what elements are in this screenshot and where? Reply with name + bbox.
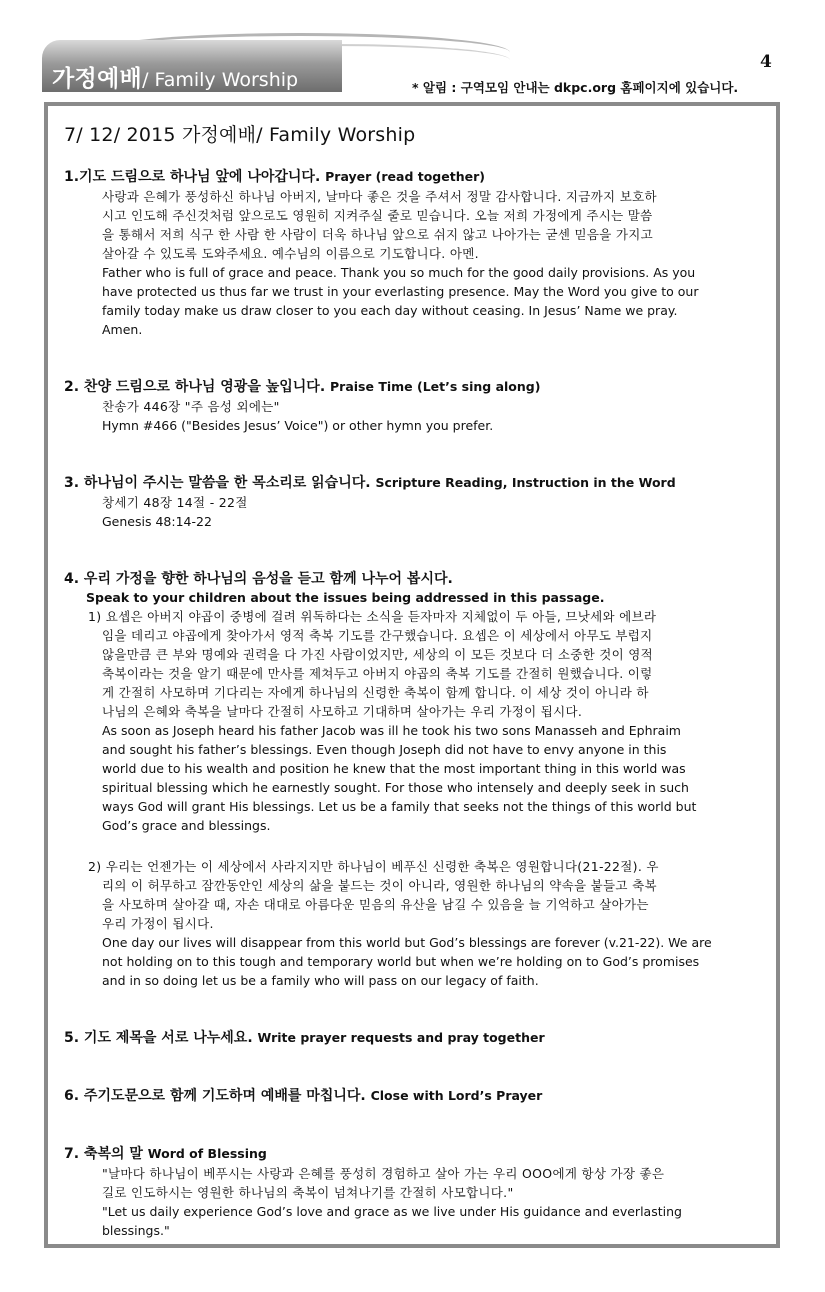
- text-line: 길로 인도하시는 영원한 하나님의 축복이 넘쳐나기를 간절히 사모합니다.": [102, 1185, 514, 1200]
- text-line: blessings.": [102, 1223, 170, 1238]
- text-line: world due to his wealth and position he knew that the most important thing in this world was: [102, 761, 686, 776]
- heading-ko: 1.기도 드림으로 하나님 앞에 나아갑니다.: [64, 169, 321, 185]
- text-line: Genesis 48:14-22: [102, 514, 212, 529]
- text-line: 창세기 48장 14절 - 22절: [102, 495, 248, 510]
- text-line: 시고 인도해 주신것처럼 앞으로도 영원히 지켜주실 줄로 믿습니다. 오늘 저희 가정에게 주시는 말씀: [102, 208, 653, 223]
- text-line: "날마다 하나님이 베푸시는 사랑과 은혜를 풍성히 경험하고 살아 가는 우리 OOO에게 항상 가장 좋은: [102, 1166, 665, 1181]
- text-line: 리의 이 허무하고 잠깐동안인 세상의 삶을 붙드는 것이 아니라, 영원한 하나님의 약속을 붙들고 축복: [102, 878, 657, 893]
- text-line: 을 통해서 저희 식구 한 사람 한 사람이 더욱 하나님 앞으로 쉬지 않고 나아가는 굳센 믿음을 가지고: [102, 227, 654, 242]
- section-heading: [64, 1028, 764, 1048]
- blessing-text: [102, 1164, 764, 1240]
- text-line: and sought his father’s blessings. Even though Joseph did not have to envy anyone in this: [102, 742, 667, 757]
- heading-en: Praise Time (Let’s sing along): [330, 379, 541, 394]
- section-subheading: Speak to your children about the issues being addressed in this passage.: [86, 590, 605, 605]
- discussion-item-1-en: [88, 721, 764, 835]
- text-line: and in so doing let us be a family who will pass on our legacy of faith.: [102, 973, 539, 988]
- banner-title-ko: 가정예배: [52, 66, 143, 92]
- heading-ko: 2. 찬양 드림으로 하나님 영광을 높입니다.: [64, 379, 326, 395]
- section-lords-prayer: [64, 1086, 764, 1106]
- heading-en: Write prayer requests and pray together: [257, 1030, 545, 1045]
- text-line: One day our lives will disappear from this world but God’s blessings are forever (v.21-22). We are: [102, 935, 712, 950]
- notice-text: * 알림 : 구역모임 안내는 dkpc.org 홈페이지에 있습니다.: [412, 80, 739, 95]
- document-title: 7/ 12/ 2015 가정예배/ Family Worship: [64, 124, 416, 146]
- text-line: As soon as Joseph heard his father Jacob was ill he took his two sons Manasseh and Ephraim: [102, 723, 681, 738]
- text-line: 우리 가정이 됩시다.: [102, 916, 214, 931]
- section-heading: [64, 473, 764, 493]
- heading-en: Close with Lord’s Prayer: [370, 1088, 543, 1103]
- section-heading: [64, 167, 764, 187]
- text-line: Amen.: [102, 322, 143, 337]
- text-line: spiritual blessing which he earnestly sought. For those who intensely and deeply seek in such: [102, 780, 689, 795]
- section-heading: 4. 우리 가정을 향한 하나님의 음성을 듣고 함께 나누어 봅시다.: [64, 571, 453, 587]
- text-line: 않을만큼 큰 부와 명예와 권력을 다 가진 사람이었지만, 세상의 이 모든 것보다 더 소중한 것이 영적: [102, 647, 654, 662]
- text-line: Hymn #466 ("Besides Jesus’ Voice") or other hymn you prefer.: [102, 418, 494, 433]
- section-scripture: [64, 473, 764, 531]
- prayer-ko-text: [102, 187, 764, 263]
- heading-en: Prayer (read together): [325, 169, 485, 184]
- section-heading: [64, 1086, 764, 1106]
- text-line: 나님의 은혜와 축복을 날마다 간절히 사모하고 기대하며 살아가는 우리 가정이 됩시다.: [102, 704, 583, 719]
- text-line: 1) 요셉은 아버지 야곱이 중병에 걸려 위독하다는 소식을 듣자마자 지체없이 두 아들, 므낫세와 에브라: [88, 609, 657, 624]
- heading-en: Scripture Reading, Instruction in the Word: [375, 475, 676, 490]
- scripture-text: [102, 493, 764, 531]
- section-heading: [64, 1144, 764, 1164]
- prayer-en-text: [102, 263, 764, 339]
- section-heading: [64, 377, 764, 397]
- text-line: God’s grace and blessings.: [102, 818, 271, 833]
- section-prayer: [64, 167, 764, 339]
- heading-ko: 7. 축복의 말: [64, 1146, 143, 1162]
- text-line: 살아갈 수 있도록 도와주세요. 예수님의 이름으로 기도합니다. 아멘.: [102, 246, 479, 261]
- discussion-item-1-ko: [88, 607, 764, 721]
- discussion-item-2-ko: [88, 857, 764, 933]
- text-line: 2) 우리는 언젠가는 이 세상에서 사라지지만 하나님이 베푸신 신령한 축복은 영원합니다(21-22절). 우: [88, 859, 659, 874]
- text-line: 임을 데리고 야곱에게 찾아가서 영적 축복 기도를 간구했습니다. 요셉은 이 세상에서 아무도 부럽지: [102, 628, 653, 643]
- discussion-item-2-en: [88, 933, 764, 990]
- text-line: Father who is full of grace and peace. Thank you so much for the good daily provisions. As you: [102, 265, 696, 280]
- text-line: family today make us draw closer to you each day without ceasing. In Jesus’ Name we pray.: [102, 303, 678, 318]
- heading-en: Word of Blessing: [147, 1146, 267, 1161]
- banner-title: [52, 60, 298, 93]
- text-line: ways God will grant His blessings. Let us be a family that seeks not the things of this world but: [102, 799, 697, 814]
- heading-ko: 5. 기도 제목을 서로 나누세요.: [64, 1030, 253, 1046]
- text-line: 축복이라는 것을 알기 때문에 만사를 제쳐두고 아버지 야곱의 축복 기도를 간절히 원했습니다. 이렇: [102, 666, 653, 681]
- page-header: [0, 0, 825, 100]
- section-praise: [64, 377, 764, 435]
- text-line: have protected us thus far we trust in your everlasting presence. May the Word you give to our: [102, 284, 699, 299]
- text-line: 게 간절히 사모하며 기다리는 자에게 하나님의 신령한 축복이 함께 합니다. 이 세상 것이 아니라 하: [102, 685, 649, 700]
- page-number: 4: [760, 52, 772, 72]
- section-discussion: [64, 569, 764, 990]
- praise-text: [102, 397, 764, 435]
- text-line: 사랑과 은혜가 풍성하신 하나님 아버지, 날마다 좋은 것을 주셔서 정말 감사합니다. 지금까지 보호하: [102, 189, 657, 204]
- section-blessing: [64, 1144, 764, 1240]
- banner-title-en: / Family Worship: [142, 69, 299, 91]
- text-line: not holding on to this tough and temporary world but when we’re holding on to God’s promises: [102, 954, 700, 969]
- worship-content: [64, 116, 764, 1240]
- text-line: 찬송가 446장 "주 음성 외에는": [102, 399, 280, 414]
- heading-ko: 6. 주기도문으로 함께 기도하며 예배를 마칩니다.: [64, 1088, 366, 1104]
- section-prayer-requests: [64, 1028, 764, 1048]
- heading-ko: 3. 하나님이 주시는 말씀을 한 목소리로 읽습니다.: [64, 475, 371, 491]
- text-line: "Let us daily experience God’s love and grace as we live under His guidance and everlasting: [102, 1204, 682, 1219]
- text-line: 을 사모하며 살아갈 때, 자손 대대로 아름다운 믿음의 유산을 남길 수 있음을 늘 기억하고 살아가는: [102, 897, 649, 912]
